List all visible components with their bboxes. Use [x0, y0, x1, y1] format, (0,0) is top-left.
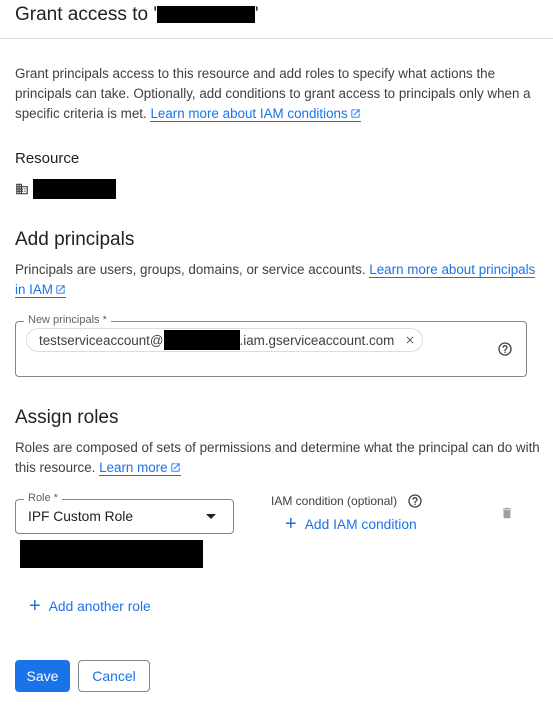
resource-label: Resource: [15, 150, 80, 167]
learn-more-roles-link[interactable]: Learn more: [99, 460, 180, 476]
learn-more-iam-conditions-link[interactable]: Learn more about IAM conditions: [150, 106, 360, 122]
external-link-icon: [350, 108, 361, 119]
help-icon[interactable]: [497, 341, 513, 357]
learn-more-principals-link[interactable]: Learn more about principals in IAM: [15, 262, 536, 297]
chevron-down-icon: [206, 514, 216, 519]
redacted-resource-name: [157, 6, 255, 23]
add-principals-desc: Principals are users, groups, domains, or service accounts. Learn more about principals in IAM: [15, 262, 536, 297]
dialog-header: [0, 0, 553, 39]
title-prefix: Grant access to ': [15, 4, 157, 25]
close-icon[interactable]: [404, 334, 416, 346]
plus-icon: +: [285, 513, 297, 535]
add-another-role-button[interactable]: + Add another role: [29, 595, 151, 617]
add-iam-condition-button[interactable]: + Add IAM condition: [285, 513, 417, 535]
new-principals-label: New principals *: [24, 314, 111, 326]
resource-row: [15, 179, 116, 199]
role-value: IPF Custom Role: [28, 509, 134, 524]
assign-roles-desc: Roles are composed of sets of permissions and determine what the principal can do with this resource. Learn more: [15, 440, 540, 475]
delete-icon[interactable]: [500, 505, 514, 521]
iam-condition-label: IAM condition (optional): [271, 494, 398, 508]
external-link-icon: [55, 284, 66, 295]
role-label: Role *: [24, 492, 62, 504]
redacted-principal: [164, 330, 240, 350]
redacted-role-description: [20, 540, 203, 568]
dialog-title: [15, 4, 259, 26]
new-principals-field[interactable]: [15, 314, 527, 377]
role-select[interactable]: [15, 492, 234, 534]
add-principals-heading: Add principals: [15, 229, 135, 250]
save-button[interactable]: Save: [15, 660, 70, 692]
title-suffix: ': [254, 4, 259, 25]
assign-roles-heading: Assign roles: [15, 407, 119, 428]
building-icon: [15, 182, 29, 196]
cancel-button[interactable]: Cancel: [78, 660, 150, 692]
external-link-icon: [170, 462, 181, 473]
help-icon[interactable]: [407, 493, 423, 509]
principal-chip[interactable]: testserviceaccount@ .iam.gserviceaccount.com: [26, 328, 423, 352]
redacted-resource: [33, 179, 116, 199]
intro-text: Grant principals access to this resource and add roles to specify what actions the principals can take. Optionally, add conditions to grant access to principals only when a specific criteria is met. Learn more about IAM conditions: [15, 66, 531, 121]
plus-icon: +: [29, 595, 41, 617]
